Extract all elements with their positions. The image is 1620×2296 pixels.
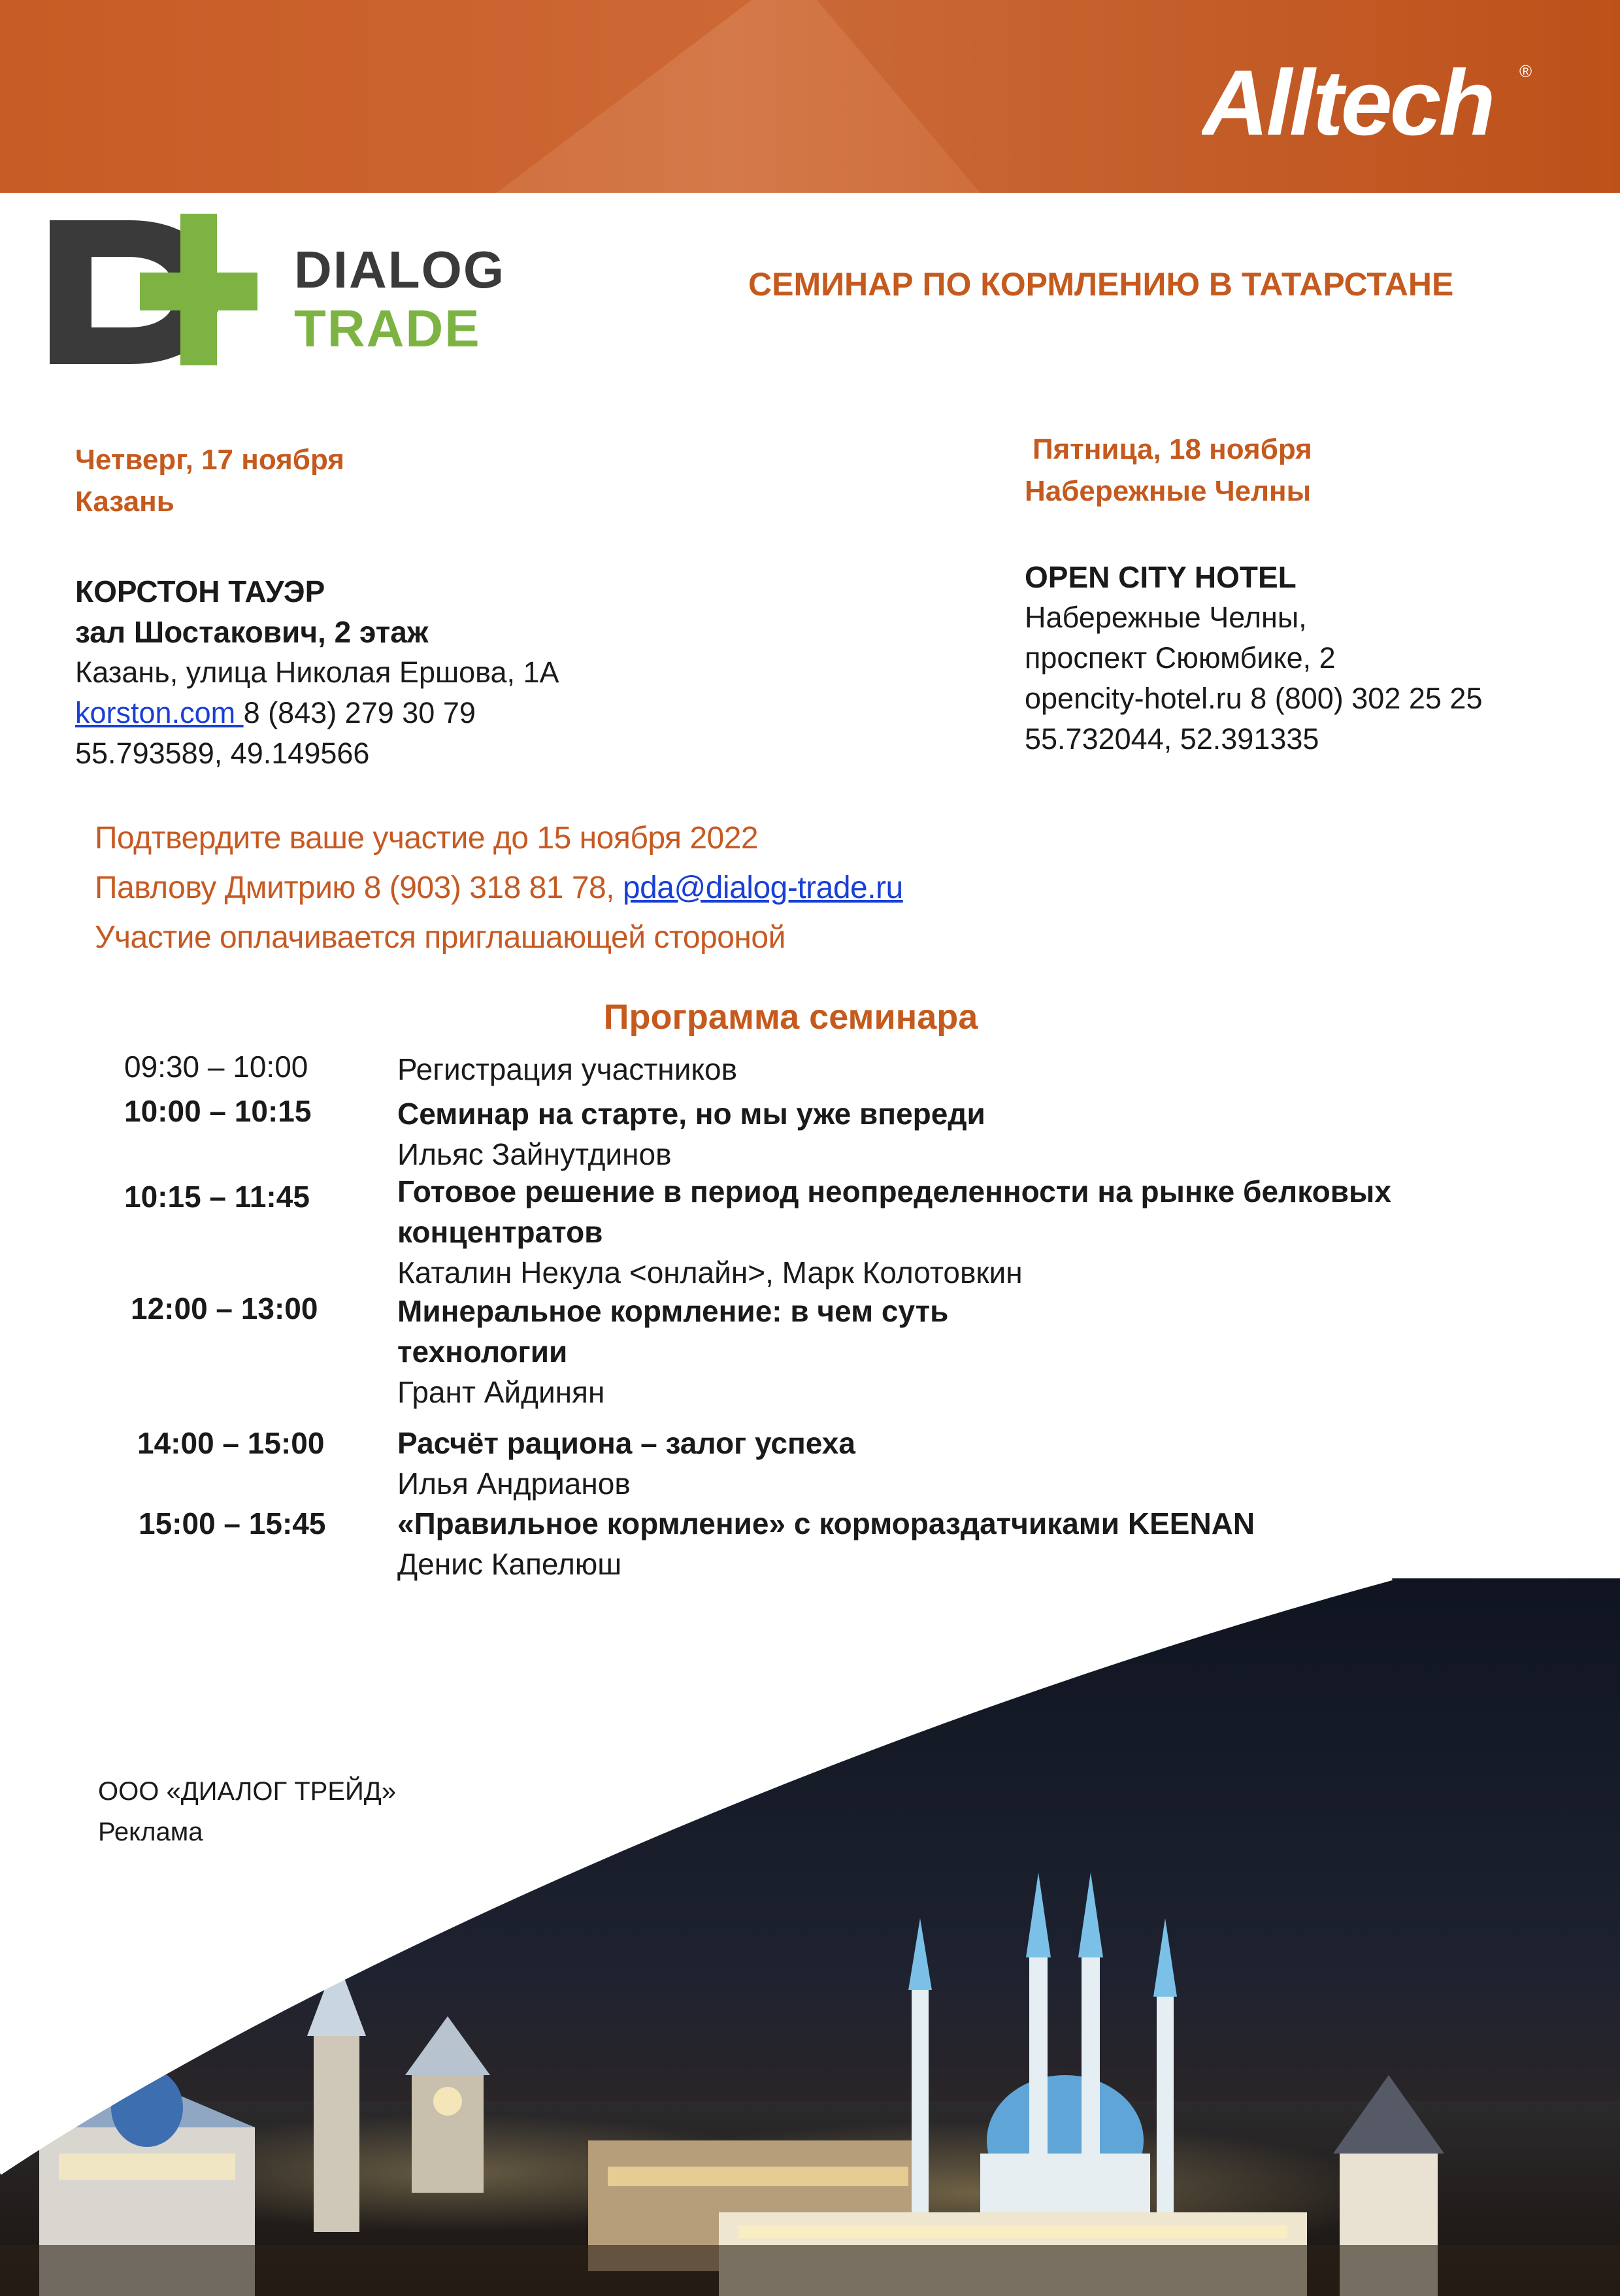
rsvp-deadline: Подтвердите ваше участие до 15 ноября 2022	[95, 821, 759, 856]
footer-ad-label: Реклама	[98, 1818, 203, 1846]
chelny-venue	[1025, 557, 1482, 759]
chelny-coords: 55.732044, 52.391335	[1025, 722, 1319, 756]
program-item	[397, 1093, 985, 1174]
svg-text:®: ®	[1519, 61, 1532, 81]
kazan-coords: 55.793589, 49.149566	[75, 737, 370, 770]
program-time: 10:15 – 11:45	[124, 1180, 310, 1214]
program-title-text: Минеральное кормление: в чем суть	[397, 1294, 949, 1328]
program-item	[397, 1291, 948, 1412]
chelny-date-block	[1025, 429, 1312, 512]
program-title-text: «Правильное кормление» с кормораздатчиками KEENAN	[397, 1506, 1255, 1540]
program-item	[397, 1171, 1391, 1293]
seminar-title: СЕМИНАР ПО КОРМЛЕНИЮ В ТАТАРСТАНЕ	[748, 266, 1454, 303]
kazan-hall: зал Шостакович, 2 этаж	[75, 615, 429, 649]
chelny-venue-name: OPEN CITY HOTEL	[1025, 560, 1297, 594]
email-link[interactable]: pda@dialog-trade.ru	[622, 871, 903, 905]
chelny-date: Пятница, 18 ноября	[1033, 433, 1312, 465]
rsvp-payment-note: Участие оплачивается приглашающей стороной	[95, 920, 785, 955]
chelny-site-phone: opencity-hotel.ru 8 (800) 302 25 25	[1025, 682, 1483, 715]
program-time: 12:00 – 13:00	[131, 1291, 318, 1325]
rsvp-contact-person: Павлову Дмитрию 8 (903) 318 81 78,	[95, 871, 623, 905]
program-speaker: Денис Капелюш	[397, 1547, 622, 1581]
kazan-venue	[75, 571, 559, 774]
chelny-address-2: проспект Сююмбике, 2	[1025, 641, 1336, 674]
kazan-address: Казань, улица Николая Ершова, 1А	[75, 656, 559, 689]
dialog-trade-logo	[39, 212, 506, 369]
program-title: Программа семинара	[603, 997, 978, 1037]
footer-company: ООО «ДИАЛОГ ТРЕЙД»	[98, 1777, 397, 1806]
program-speaker: Ильяс Зайнутдинов	[397, 1137, 672, 1171]
program-item	[397, 1423, 855, 1504]
dialog-word: DIALOG	[294, 241, 506, 299]
program-title-text-2: технологии	[397, 1335, 568, 1369]
rsvp-contact	[95, 863, 903, 913]
kazan-venue-name: КОРСТОН ТАУЭР	[75, 574, 325, 608]
rsvp-block	[95, 814, 903, 963]
kazan-kremlin-night-photo	[0, 1565, 1620, 2296]
kazan-date: Четверг, 17 ноября	[75, 444, 344, 476]
program-title-text-2: концентратов	[397, 1215, 603, 1249]
kazan-contact	[75, 693, 559, 733]
program-time: 14:00 – 15:00	[137, 1426, 325, 1460]
chelny-city: Набережные Челны	[1025, 475, 1312, 507]
program-title-text: Регистрация участников	[397, 1052, 738, 1086]
svg-text:Alltech: Alltech	[1202, 51, 1493, 149]
program-speaker: Илья Андрианов	[397, 1467, 631, 1501]
trade-word: TRADE	[294, 299, 481, 358]
program-title-text: Расчёт рациона – залог успеха	[397, 1426, 855, 1460]
program-time: 15:00 – 15:45	[139, 1506, 326, 1540]
kazan-date-block	[75, 439, 344, 523]
program-time: 09:30 – 10:00	[124, 1050, 308, 1084]
dialog-trade-mark-icon	[44, 212, 293, 369]
program-time: 10:00 – 10:15	[124, 1094, 312, 1128]
program-title-text: Готовое решение в период неопределенности на рынке белковых	[397, 1174, 1391, 1208]
program-title-text: Семинар на старте, но мы уже впереди	[397, 1097, 985, 1131]
korston-link[interactable]: korston.com	[75, 696, 244, 729]
alltech-logo	[1202, 51, 1542, 149]
footer	[98, 1771, 396, 1852]
program-speaker: Грант Айдинян	[397, 1375, 605, 1409]
kazan-phone: 8 (843) 279 30 79	[243, 696, 476, 729]
program-speaker: Каталин Некула <онлайн>, Марк Колотовкин	[397, 1256, 1023, 1289]
chelny-address-1: Набережные Челны,	[1025, 601, 1307, 634]
kazan-city: Казань	[75, 486, 174, 518]
